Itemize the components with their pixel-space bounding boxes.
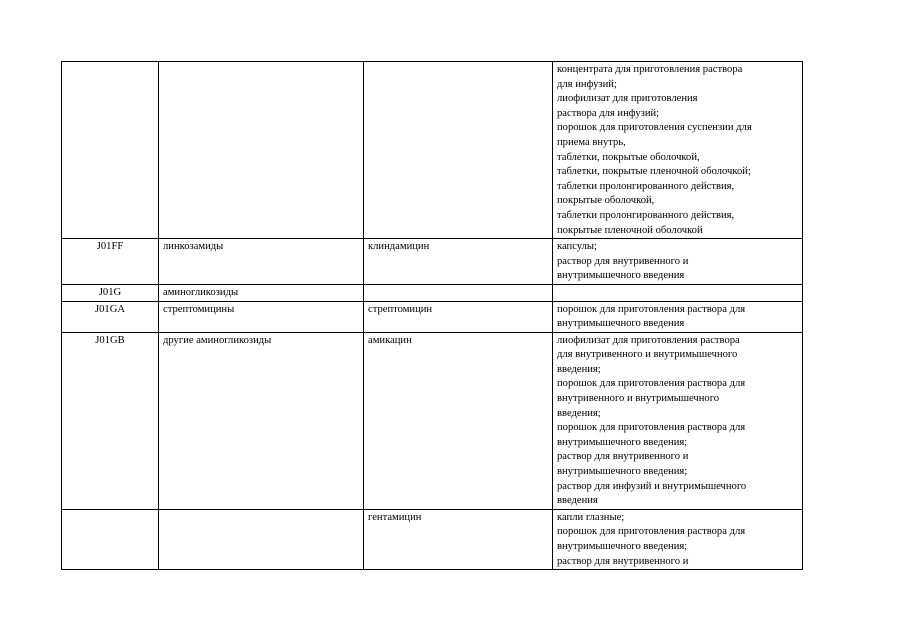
drug-name-text: гентамицин	[368, 511, 422, 523]
drug-name-cell	[364, 301, 553, 332]
drug-name-cell	[364, 332, 553, 509]
dosage-form-line: введения;	[557, 407, 601, 419]
drug-table-body	[62, 62, 803, 570]
dosage-form-line: раствора для инфузий;	[557, 107, 660, 119]
dosage-form-line: для внутривенного и внутримышечного	[557, 349, 738, 361]
dosage-forms-cell	[553, 509, 803, 569]
dosage-forms-cell	[553, 62, 803, 239]
dosage-forms-cell	[553, 332, 803, 509]
atc-code-cell	[62, 301, 159, 332]
dosage-form-line: капсулы;	[557, 241, 597, 253]
dosage-form-line: концентрата для приготовления раствора	[557, 64, 743, 75]
drug-name-cell	[364, 62, 553, 239]
drug-table	[61, 61, 803, 570]
atc-code-text: J01FF	[96, 241, 124, 253]
dosage-form-line: приема внутрь,	[557, 136, 626, 148]
dosage-form-line: введения	[557, 495, 598, 507]
dosage-form-line: внутримышечного введения;	[557, 436, 688, 448]
drug-name-cell	[364, 509, 553, 569]
atc-code-cell	[62, 509, 159, 569]
group-name-cell	[159, 62, 364, 239]
dosage-form-line: раствор для внутривенного и	[557, 255, 689, 267]
table-row	[62, 239, 803, 285]
table-row	[62, 509, 803, 569]
dosage-form-line: таблетки, покрытые пленочной оболочкой;	[557, 166, 751, 178]
dosage-form-line: порошок для приготовления раствора для	[557, 378, 746, 390]
dosage-form-line: порошок для приготовления раствора для	[557, 303, 746, 315]
group-name-text: аминогликозиды	[163, 286, 239, 298]
atc-code-cell	[62, 284, 159, 301]
dosage-form-line: внутривенного и внутримышечного	[557, 393, 720, 405]
dosage-forms-cell	[553, 284, 803, 301]
dosage-forms-cell	[553, 301, 803, 332]
dosage-forms-cell	[553, 239, 803, 285]
group-name-cell	[159, 509, 364, 569]
table-row	[62, 62, 803, 239]
dosage-form-line: порошок для приготовления раствора для	[557, 422, 746, 434]
empty-line	[557, 286, 798, 301]
atc-code-text: J01GA	[94, 303, 126, 315]
dosage-form-line: лиофилизат для приготовления раствора	[557, 334, 740, 346]
dosage-form-line: внутримышечного введения;	[557, 466, 688, 478]
dosage-form-line: раствор для внутривенного и	[557, 555, 689, 567]
group-name-cell	[159, 301, 364, 332]
drug-name-cell	[364, 239, 553, 285]
drug-name-cell	[364, 284, 553, 301]
dosage-form-line: раствор для внутривенного и	[557, 451, 689, 463]
atc-code-cell	[62, 62, 159, 239]
atc-code-text: J01GB	[95, 334, 125, 346]
dosage-form-line: внутримышечного введения	[557, 318, 685, 330]
dosage-form-line: порошок для приготовления раствора для	[557, 526, 746, 538]
group-name-cell	[159, 332, 364, 509]
dosage-form-line: капли глазные;	[557, 511, 625, 523]
dosage-form-line: для инфузий;	[557, 78, 617, 90]
group-name-cell	[159, 239, 364, 285]
dosage-form-line: лиофилизат для приготовления	[557, 93, 698, 105]
table-row	[62, 301, 803, 332]
atc-code-cell	[62, 239, 159, 285]
atc-code-cell	[62, 332, 159, 509]
dosage-form-line: таблетки пролонгированного действия,	[557, 180, 735, 192]
table-row	[62, 332, 803, 509]
dosage-form-line: внутримышечного введения	[557, 270, 685, 282]
dosage-form-line: покрытые пленочной оболочкой	[557, 224, 703, 236]
atc-code-text: J01G	[98, 286, 122, 298]
dosage-form-line: раствор для инфузий и внутримышечного	[557, 480, 747, 492]
dosage-form-line: введения;	[557, 363, 601, 375]
dosage-form-line: порошок для приготовления суспензии для	[557, 122, 752, 134]
dosage-form-line: таблетки пролонгированного действия,	[557, 209, 735, 221]
group-name-text: линкозамиды	[163, 241, 224, 253]
dosage-form-line: внутримышечного введения;	[557, 541, 688, 552]
drug-name-text: стрептомицин	[368, 303, 433, 315]
table-row	[62, 284, 803, 301]
dosage-form-line: таблетки, покрытые оболочкой,	[557, 151, 700, 163]
group-name-text: другие аминогликозиды	[163, 334, 272, 346]
drug-name-text: клиндамицин	[368, 241, 430, 253]
dosage-form-line: покрытые оболочкой,	[557, 195, 655, 207]
group-name-text: стрептомицины	[163, 303, 235, 315]
group-name-cell	[159, 284, 364, 301]
drug-name-text: амикацин	[368, 334, 412, 346]
